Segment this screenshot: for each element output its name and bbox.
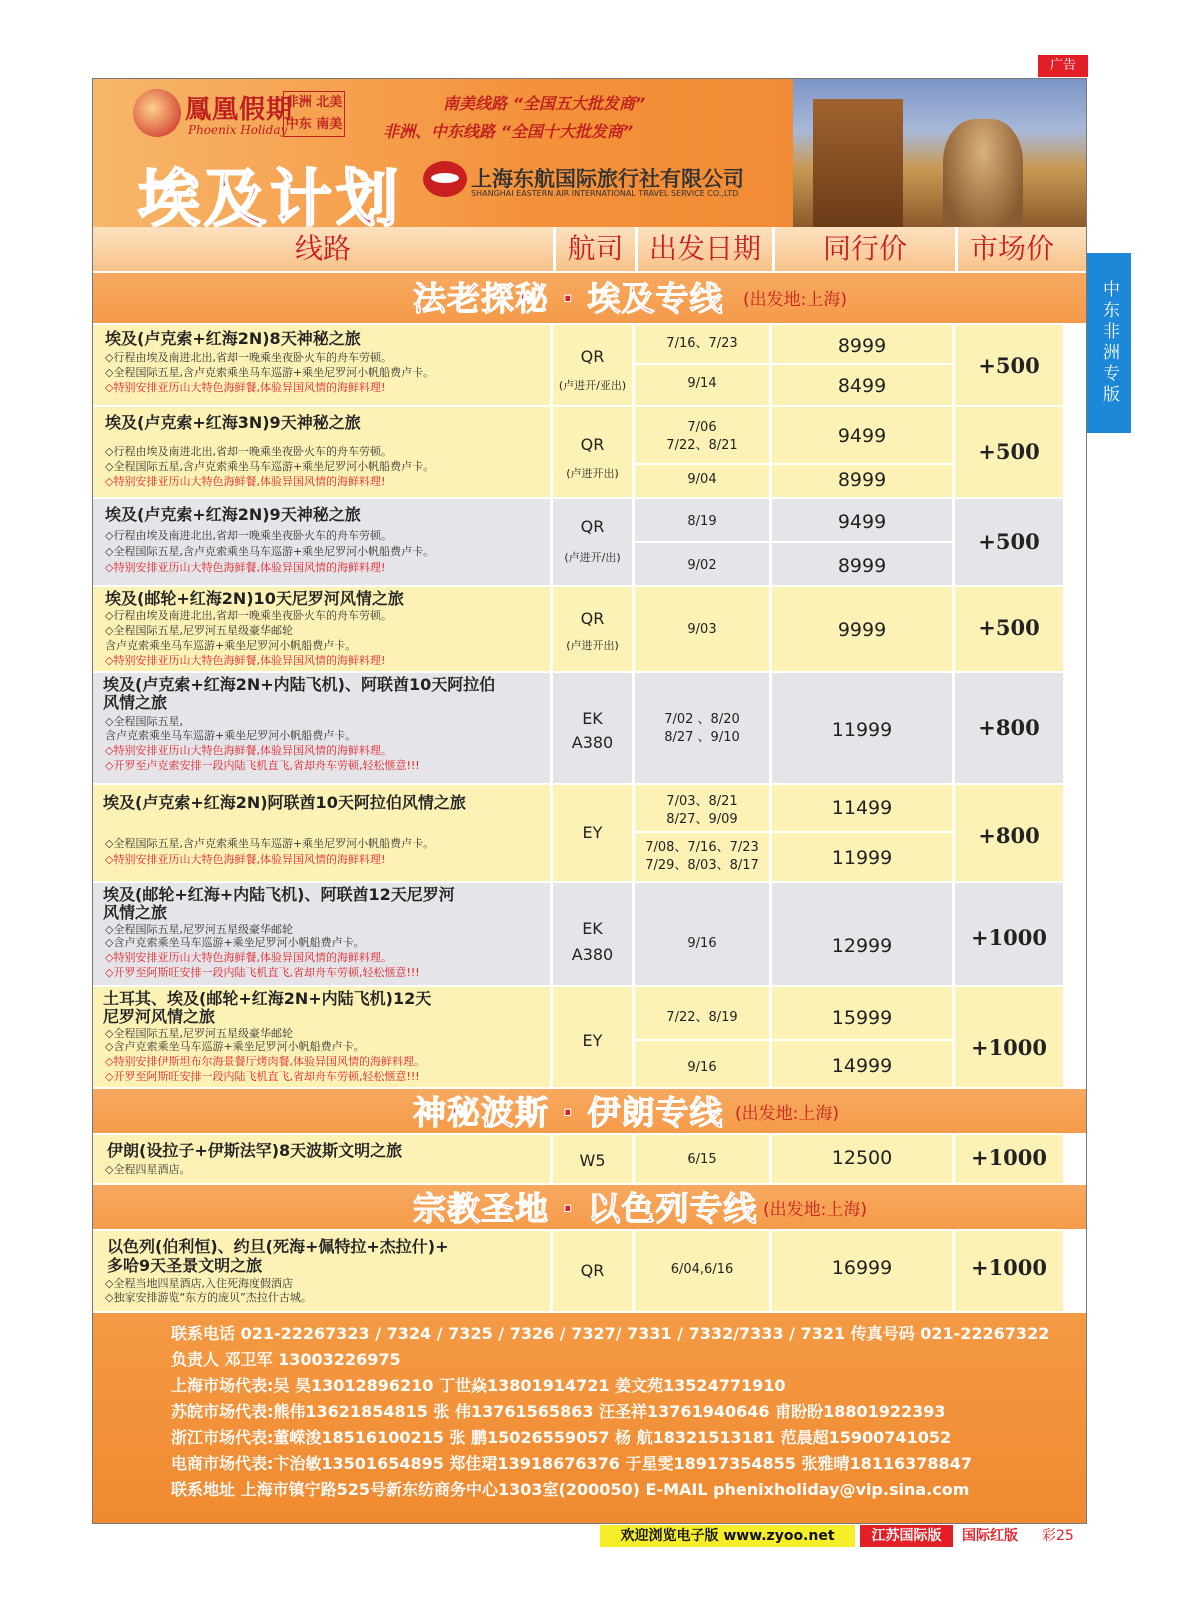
contact-panel <box>93 1313 1086 1523</box>
footer-edition: 江苏国际版 <box>860 1525 953 1547</box>
route-desc: ◇全程国际五星,含卢克索乘坐马车巡游+乘坐尼罗河小帆船费卢卡。 <box>105 545 435 558</box>
brand-regions-top: 非洲 北美 <box>285 95 343 110</box>
ad-frame <box>92 78 1087 1524</box>
section-egypt <box>93 273 1086 323</box>
trade-price: 8999 <box>837 555 887 577</box>
airline-sub: A380 <box>571 945 614 964</box>
table-row <box>93 1231 1086 1311</box>
section-sub: (出发地:上海) <box>735 1104 839 1124</box>
airline: EY <box>582 823 603 842</box>
banner <box>93 79 1086 227</box>
footer-browse-link[interactable]: 欢迎浏览电子版 www.zyoo.net <box>600 1525 855 1547</box>
route-title: 埃及(卢克索+红海2N)阿联酋10天阿拉伯风情之旅 <box>103 793 466 812</box>
route-title: 埃及(卢克索+红海3N)9天神秘之旅 <box>105 413 361 432</box>
route-title: 埃及(卢克索+红海2N)9天神秘之旅 <box>105 505 361 524</box>
departure-date: 9/14 <box>687 376 717 391</box>
route-desc: ◇开罗至阿斯旺安排一段内陆飞机直飞,省却舟车劳顿,轻松惬意!!! <box>105 1070 420 1083</box>
brand-name: 鳳凰假期 <box>185 95 294 125</box>
table-row <box>93 407 1086 497</box>
route-desc: ◇全程国际五星,含卢克索乘坐马车巡游+乘坐尼罗河小帆船费卢卡。 <box>105 837 435 850</box>
departure-date: 7/22、8/19 <box>666 1010 738 1025</box>
contact-ecommerce-reps: 电商市场代表:卞治敏13501654895 郑佳珺13918676376 于星雯18917354855 张雅晴18116378847 <box>171 1454 972 1473</box>
route-desc: ◇开罗至卢克索安排一段内陆飞机直飞,省却舟车劳顿,轻松惬意!!! <box>105 759 420 772</box>
brand-regions-bottom: 中东 南美 <box>285 117 343 132</box>
departure-date: 8/27 、9/10 <box>664 730 740 745</box>
slogan-south-america: 南美线路 “全国五大批发商” <box>443 94 646 113</box>
route-title: 土耳其、埃及(邮轮+红海2N+内陆飞机)12天 <box>103 989 432 1008</box>
agency-logo-icon <box>423 161 467 197</box>
table-row <box>93 325 1086 405</box>
trade-price: 12500 <box>831 1147 893 1169</box>
market-price: +800 <box>978 823 1040 848</box>
ad-tag: 广告 <box>1038 55 1088 77</box>
airline: W5 <box>579 1151 606 1170</box>
col-route: 线路 <box>93 227 556 271</box>
route-desc: ◇行程由埃及南进北出,省却一晚乘坐夜卧火车的舟车劳顿。 <box>105 445 392 458</box>
departure-date: 7/08、7/16、7/23 <box>645 840 759 855</box>
route-desc: ◇全程国际五星,尼罗河五星级豪华邮轮 <box>105 624 293 637</box>
agency-name-en: SHANGHAI EASTERN AIR INTERNATIONAL TRAVEL SERVICE CO.,LTD <box>471 189 739 198</box>
trade-price: 11499 <box>831 797 893 819</box>
departure-date: 7/16、7/23 <box>666 336 738 351</box>
route-desc: ◇特别安排亚历山大特色海鲜餐,体验异国风情的海鲜料理! <box>105 381 386 394</box>
trade-price: 8999 <box>837 335 887 357</box>
departure-date: 9/16 <box>687 1060 717 1075</box>
section-israel <box>93 1185 1086 1229</box>
trade-price: 15999 <box>831 1007 893 1029</box>
route-desc: ◇开罗至阿斯旺安排一段内陆飞机直飞,省却舟车劳顿,轻松惬意!!! <box>105 966 420 979</box>
departure-date: 9/16 <box>687 936 717 951</box>
col-date: 出发日期 <box>638 227 775 271</box>
departure-date: 7/06 <box>687 420 717 435</box>
contact-manager: 负责人 邓卫军 13003226975 <box>171 1350 401 1369</box>
slogan-africa-middle-east: 非洲、中东线路 “全国十大批发商” <box>383 122 634 141</box>
route-title: 埃及(卢克索+红海2N+内陆飞机)、阿联酋10天阿拉伯 <box>103 675 496 694</box>
airline: EK <box>582 919 603 938</box>
section-iran <box>93 1089 1086 1133</box>
market-price: +500 <box>978 439 1040 464</box>
route-title: 以色列(伯利恒)、约旦(死海+佩特拉+杰拉什)+ <box>107 1237 449 1256</box>
brand-regions <box>283 91 345 137</box>
trade-price: 9499 <box>837 425 887 447</box>
market-price: +1000 <box>970 1255 1048 1280</box>
route-desc: ◇行程由埃及南进北出,省却一晚乘坐夜卧火车的舟车劳顿。 <box>105 351 392 364</box>
route-title: 埃及(邮轮+红海2N)10天尼罗河风情之旅 <box>105 589 404 608</box>
section-sub: (出发地:上海) <box>743 290 847 310</box>
market-price: +500 <box>978 615 1040 640</box>
trade-price: 12999 <box>831 935 893 957</box>
main-title: 埃及计划 <box>138 162 403 227</box>
departure-date: 7/02 、8/20 <box>664 712 740 727</box>
route-desc: ◇特别安排亚历山大特色海鲜餐,体验异国风情的海鲜料理! <box>105 853 386 866</box>
market-price: +1000 <box>970 1145 1048 1170</box>
footer-page-number: 彩25 <box>1042 1528 1074 1544</box>
airline: EK <box>582 709 603 728</box>
section-title: 宗教圣地 · 以色列专线 <box>413 1189 758 1228</box>
airline: QR <box>580 347 605 366</box>
airline-sub: (卢进开/出) <box>564 551 621 564</box>
departure-date: 6/04,6/16 <box>670 1262 734 1277</box>
departure-date: 8/27、9/09 <box>666 812 738 827</box>
route-desc: ◇全程国际五星,含卢克索乘坐马车巡游+乘坐尼罗河小帆船费卢卡。 <box>105 366 435 379</box>
departure-date: 7/03、8/21 <box>666 794 738 809</box>
departure-date: 8/19 <box>687 514 717 529</box>
route-desc: ◇行程由埃及南进北出,省却一晚乘坐夜卧火车的舟车劳顿。 <box>105 609 392 622</box>
trade-price: 9499 <box>837 511 887 533</box>
departure-date: 7/29、8/03、8/17 <box>645 858 759 873</box>
contact-suwan-reps: 苏皖市场代表:熊伟13621854815 张 伟13761565863 汪圣祥13761940646 甫盼盼18801922393 <box>171 1402 946 1421</box>
route-title: 风情之旅 <box>103 693 168 712</box>
route-title: 埃及(邮轮+红海+内陆飞机)、阿联酋12天尼罗河 <box>103 885 455 904</box>
airline: EY <box>582 1031 603 1050</box>
market-price: +1000 <box>970 925 1048 950</box>
trade-price: 11999 <box>831 847 893 869</box>
route-desc: ◇全程国际五星,含卢克索乘坐马车巡游+乘坐尼罗河小帆船费卢卡。 <box>105 460 435 473</box>
route-desc: ◇特别安排伊斯坦布尔海景餐厅烤肉餐,体验异国风情的海鲜料理。 <box>105 1055 425 1068</box>
airline-sub: (卢进开出) <box>566 639 619 652</box>
market-price: +500 <box>978 529 1040 554</box>
col-airline: 航司 <box>556 227 638 271</box>
table-row <box>93 587 1086 671</box>
route-desc: ◇全程国际五星,尼罗河五星级豪华邮轮 <box>105 923 293 936</box>
route-desc: ◇含卢克索乘坐马车巡游+乘坐尼罗河小帆船费卢卡。 <box>105 1040 365 1053</box>
route-desc: ◇独家安排游览“东方的庞贝”杰拉什古城。 <box>105 1291 312 1304</box>
agency-name: 上海东航国际旅行社有限公司 <box>471 167 744 191</box>
route-desc: ◇特别安排亚历山大特色海鲜餐,体验异国风情的海鲜料理! <box>105 654 386 667</box>
airline: QR <box>580 435 605 454</box>
trade-price: 16999 <box>831 1257 893 1279</box>
route-title: 尼罗河风情之旅 <box>103 1007 216 1026</box>
egypt-photo <box>793 79 1086 227</box>
footer-color-edition: 国际红版 <box>962 1528 1018 1544</box>
phoenix-logo-icon <box>133 89 181 137</box>
col-market-price: 市场价 <box>969 232 1054 265</box>
table-row <box>93 785 1086 881</box>
route-desc: ◇特别安排亚历山大特色海鲜餐,体验异国风情的海鲜料理! <box>105 561 386 574</box>
table-row <box>93 673 1086 783</box>
trade-price: 14999 <box>831 1055 893 1077</box>
route-desc: ◇全程国际五星,尼罗河五星级豪华邮轮 <box>105 1027 293 1040</box>
section-title: 神秘波斯 · 伊朗专线 <box>413 1093 724 1132</box>
route-desc: ◇含卢克索乘坐马车巡游+乘坐尼罗河小帆船费卢卡。 <box>105 936 365 949</box>
airline-sub: (卢进开/亚出) <box>558 379 627 392</box>
departure-date: 9/02 <box>687 558 717 573</box>
route-desc: ◇行程由埃及南进北出,省却一晚乘坐夜卧火车的舟车劳顿。 <box>105 529 392 542</box>
trade-price: 11999 <box>831 719 893 741</box>
airline-sub: (卢进开出) <box>566 467 619 480</box>
section-title: 法老探秘 · 埃及专线 <box>413 279 724 318</box>
route-desc: ◇全程四星酒店。 <box>105 1163 191 1176</box>
route-desc: ◇全程国际五星, <box>105 715 183 728</box>
route-desc: ◇特别安排亚历山大特色海鲜餐,体验异国风情的海鲜料理。 <box>105 744 392 757</box>
col-trade-price: 同行价 <box>775 227 958 271</box>
route-desc: 含卢克索乘坐马车巡游+乘坐尼罗河小帆船费卢卡。 <box>105 729 357 742</box>
trade-price: 9999 <box>837 619 887 641</box>
table-header <box>93 227 1086 273</box>
market-price: +800 <box>978 715 1040 740</box>
route-title: 伊朗(设拉子+伊斯法罕)8天波斯文明之旅 <box>107 1141 403 1160</box>
airline: QR <box>580 609 605 628</box>
departure-date: 7/22、8/21 <box>666 438 738 453</box>
table-row <box>93 1135 1086 1183</box>
contact-shanghai-reps: 上海市场代表:吴 昊13012896210 丁世焱13801914721 姜文苑13524771910 <box>171 1376 786 1395</box>
section-sub: (出发地:上海) <box>763 1200 867 1220</box>
table-row <box>93 499 1086 585</box>
route-desc: ◇特别安排亚历山大特色海鲜餐,体验异国风情的海鲜料理! <box>105 475 386 488</box>
contact-zhejiang-reps: 浙江市场代表:董嵘浚18516100215 张 鹏15026559057 杨 航18321513181 范晨超15900741052 <box>171 1428 952 1447</box>
airline: QR <box>580 517 605 536</box>
side-tab: 中东非洲专版 <box>1087 253 1131 433</box>
departure-date: 9/04 <box>687 472 717 487</box>
table-row <box>93 883 1086 985</box>
airline-sub: A380 <box>571 733 614 752</box>
route-desc: ◇特别安排亚历山大特色海鲜餐,体验异国风情的海鲜料理。 <box>105 951 392 964</box>
route-title: 埃及(卢克索+红海2N)8天神秘之旅 <box>105 329 361 348</box>
market-price: +1000 <box>970 1035 1048 1060</box>
trade-price: 8999 <box>837 469 887 491</box>
contact-address: 联系地址 上海市镇宁路525号新东纺商务中心1303室(200050) E-MAIL phenixholiday@vip.sina.com <box>171 1480 970 1499</box>
trade-price: 8499 <box>837 375 887 397</box>
table-row <box>93 987 1086 1087</box>
departure-date: 9/03 <box>687 622 717 637</box>
route-desc: 含卢克索乘坐马车巡游+乘坐尼罗河小帆船费卢卡。 <box>105 639 357 652</box>
route-title: 风情之旅 <box>103 903 168 922</box>
market-price: +500 <box>978 353 1040 378</box>
route-desc: ◇全程当地四星酒店,入住死海度假酒店 <box>105 1277 293 1290</box>
route-title: 多哈9天圣景文明之旅 <box>107 1256 263 1275</box>
contact-phone: 联系电话 021-22267323 / 7324 / 7325 / 7326 / 7327/ 7331 / 7332/7333 / 7321 传真号码 021-22267322 <box>171 1324 1050 1343</box>
brand-name-en: Phoenix Holiday <box>188 123 288 137</box>
departure-date: 6/15 <box>687 1152 717 1167</box>
airline: QR <box>580 1261 605 1280</box>
